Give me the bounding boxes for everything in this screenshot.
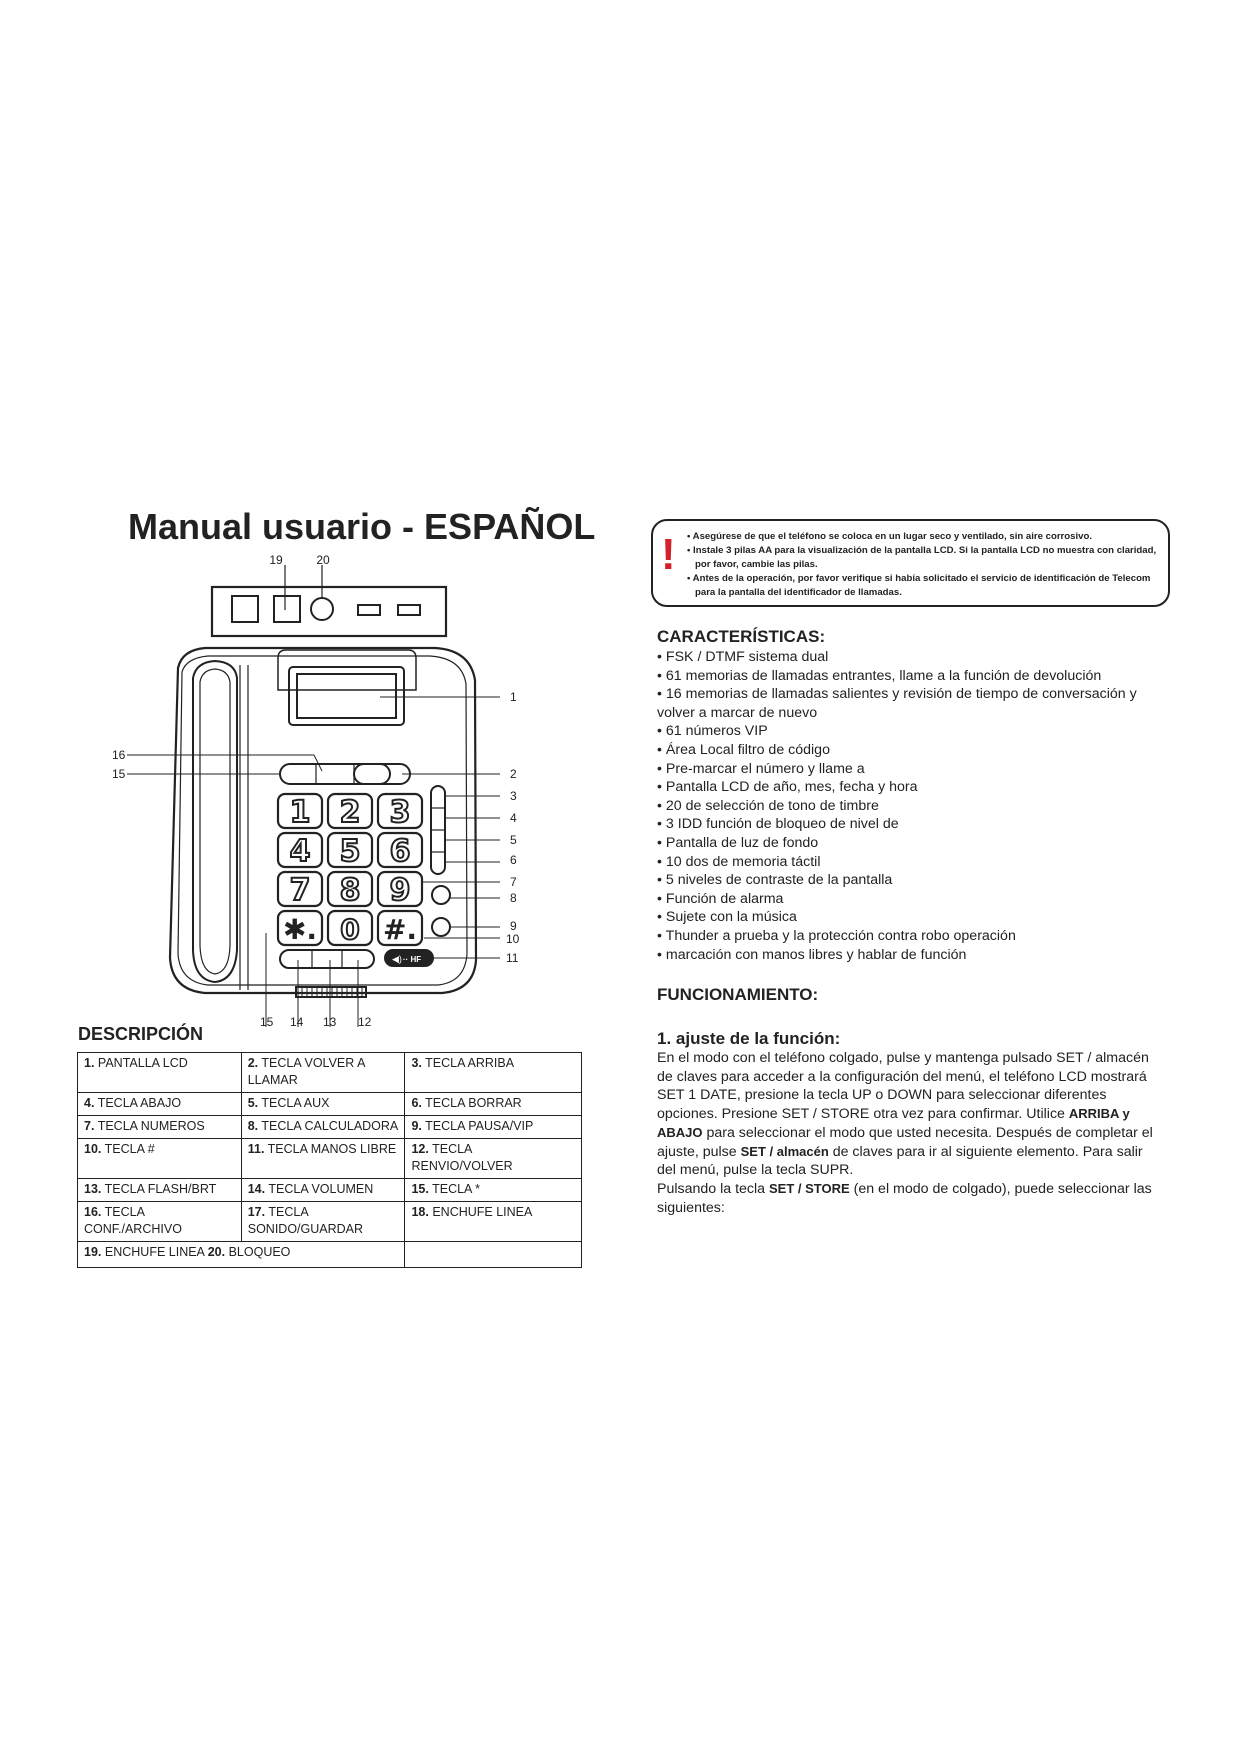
table-cell bbox=[241, 1139, 405, 1179]
key-9-label: 9 bbox=[389, 873, 411, 908]
part-label: TECLA CONF./ARCHIVO bbox=[84, 1205, 182, 1236]
callout-12: 12 bbox=[358, 1015, 372, 1029]
table-row bbox=[78, 1093, 582, 1116]
lcd-frame bbox=[289, 667, 404, 725]
part-label: TECLA FLASH/BRT bbox=[104, 1182, 217, 1196]
bottom-buttons bbox=[280, 950, 374, 968]
table-cell bbox=[78, 1202, 242, 1242]
part-label: TECLA NUMEROS bbox=[97, 1119, 205, 1133]
part-label: TECLA AUX bbox=[261, 1096, 330, 1110]
table-cell bbox=[78, 1242, 405, 1268]
calculator-button bbox=[432, 886, 450, 904]
slot-2 bbox=[398, 605, 420, 615]
pause-vip-button bbox=[432, 918, 450, 936]
part-number: 20. bbox=[207, 1245, 226, 1259]
part-number: 13. bbox=[84, 1182, 102, 1196]
warning-list bbox=[687, 530, 1158, 600]
part-label: TECLA CALCULADORA bbox=[261, 1119, 399, 1133]
part-label: TECLA RENVIO/VOLVER bbox=[411, 1142, 513, 1173]
title-language: ESPAÑOL bbox=[424, 506, 596, 547]
description-heading: DESCRIPCIÓN bbox=[78, 1024, 204, 1044]
line-jack-19 bbox=[232, 596, 258, 622]
op-bold-3: SET / STORE bbox=[769, 1180, 850, 1196]
feature-item: • 61 números VIP bbox=[657, 722, 1167, 741]
table-cell bbox=[241, 1116, 405, 1139]
op-text-3: de claves para ir al siguiente elemento. Para salir del menú, pulse la tecla SUPR. bbox=[657, 1143, 1143, 1179]
table-row bbox=[78, 1139, 582, 1179]
features-heading: CARACTERÍSTICAS: bbox=[657, 627, 826, 646]
title-separator: - bbox=[392, 506, 425, 547]
callout-3: 3 bbox=[510, 789, 517, 803]
table-cell bbox=[78, 1116, 242, 1139]
part-label: TECLA * bbox=[432, 1182, 481, 1196]
callout-9: 9 bbox=[510, 919, 517, 933]
feature-item: • marcación con manos libres y hablar de función bbox=[657, 946, 1167, 965]
part-label: ENCHUFE LINEA bbox=[104, 1245, 205, 1259]
key-0-label: 0 bbox=[340, 913, 360, 946]
key-hash-label: #. bbox=[382, 913, 418, 946]
slot-1 bbox=[358, 605, 380, 615]
page-title bbox=[128, 506, 595, 548]
callout-20: 20 bbox=[316, 553, 330, 567]
part-label: TECLA ARRIBA bbox=[425, 1056, 515, 1070]
hf-label: ·· HF bbox=[402, 955, 422, 964]
part-number: 1. bbox=[84, 1056, 95, 1070]
part-number: 16. bbox=[84, 1205, 102, 1219]
part-label: TECLA ABAJO bbox=[97, 1096, 182, 1110]
callout-5: 5 bbox=[510, 833, 517, 847]
lcd-screen bbox=[297, 674, 396, 718]
callout-2: 2 bbox=[510, 767, 517, 781]
callout-11: 11 bbox=[506, 951, 519, 965]
callout-1: 1 bbox=[510, 690, 517, 704]
callout-14: 14 bbox=[290, 1015, 304, 1029]
phone-diagram bbox=[90, 550, 560, 1030]
op-bold-1: ARRIBA y ABAJO bbox=[657, 1106, 1130, 1140]
title-main: Manual usuario bbox=[128, 506, 393, 547]
table-cell bbox=[78, 1139, 242, 1179]
table-cell bbox=[405, 1139, 582, 1179]
part-label: TECLA VOLUMEN bbox=[268, 1182, 374, 1196]
callout-4: 4 bbox=[510, 811, 517, 825]
part-label: TECLA # bbox=[104, 1142, 155, 1156]
part-label: TECLA BORRAR bbox=[425, 1096, 522, 1110]
table-cell bbox=[405, 1202, 582, 1242]
callout-16: 15 bbox=[112, 767, 126, 781]
feature-item: • Pre-marcar el número y llame a bbox=[657, 760, 1167, 779]
callout-19: 19 bbox=[269, 553, 283, 567]
table-cell bbox=[405, 1093, 582, 1116]
part-number: 9. bbox=[411, 1119, 422, 1133]
key-5-label: 5 bbox=[339, 834, 361, 869]
table-cell bbox=[405, 1242, 582, 1268]
table-row bbox=[78, 1179, 582, 1202]
table-cell bbox=[78, 1093, 242, 1116]
feature-item: • Thunder a prueba y la protección contra robo operación bbox=[657, 927, 1167, 946]
table-cell bbox=[241, 1053, 405, 1093]
key-star-label: ✱. bbox=[282, 913, 318, 946]
part-number: 2. bbox=[247, 1056, 259, 1070]
feature-item: • Pantalla de luz de fondo bbox=[657, 834, 1167, 853]
table-cell bbox=[241, 1179, 405, 1202]
part-number: 6. bbox=[411, 1096, 422, 1110]
op-bold-2: SET / almacén bbox=[740, 1143, 829, 1159]
part-number: 17. bbox=[247, 1205, 266, 1219]
op-text-1: En el modo con el teléfono colgado, pulse y mantenga pulsado SET / almacén de claves para acceder a la configuración del menú, el teléfono LCD mostrará SET 1 DATE, presione la tecla UP o DOWN para seleccionar diferentes opciones. Presione SET / STORE otra vez para confirmar. Utilice bbox=[657, 1050, 1149, 1123]
part-number: 15. bbox=[411, 1182, 429, 1196]
callout-13: 13 bbox=[323, 1015, 337, 1029]
part-label: TECLA VOLVER A LLAMAR bbox=[247, 1056, 365, 1087]
part-number: 3. bbox=[411, 1056, 422, 1070]
parts-table bbox=[77, 1052, 582, 1268]
table-row bbox=[78, 1202, 582, 1242]
feature-item: • Función de alarma bbox=[657, 890, 1167, 909]
lock-switch bbox=[311, 598, 333, 620]
part-label: BLOQUEO bbox=[228, 1245, 291, 1259]
part-number: 5. bbox=[247, 1096, 259, 1110]
button-up-down bbox=[354, 764, 410, 784]
warning-item: • Asegúrese de que el teléfono se coloca en un lugar seco y ventilado, sin aire corrosivo. bbox=[687, 530, 1158, 544]
part-number: 4. bbox=[84, 1096, 95, 1110]
function-setting-heading: 1. ajuste de la función: bbox=[657, 1029, 841, 1048]
table-cell bbox=[241, 1202, 405, 1242]
part-label: TECLA PAUSA/VIP bbox=[425, 1119, 534, 1133]
callout-17: 16 bbox=[112, 748, 126, 762]
part-label: ENCHUFE LINEA bbox=[432, 1205, 533, 1219]
table-cell bbox=[78, 1179, 242, 1202]
feature-item: • Pantalla LCD de año, mes, fecha y hora bbox=[657, 778, 1167, 797]
part-number: 11. bbox=[247, 1142, 265, 1156]
features-list bbox=[657, 648, 1167, 964]
back-panel bbox=[212, 587, 446, 636]
callout-8: 8 bbox=[510, 891, 517, 905]
warning-item: • Instale 3 pilas AA para la visualización de la pantalla LCD. Si la pantalla LCD no muestra con claridad, por favor, cambie las pilas. bbox=[687, 544, 1158, 572]
part-label: TECLA SONIDO/GUARDAR bbox=[247, 1205, 364, 1236]
warning-icon: ! bbox=[661, 530, 676, 579]
table-row bbox=[78, 1116, 582, 1139]
key-4-label: 4 bbox=[289, 834, 311, 869]
part-number: 10. bbox=[84, 1142, 102, 1156]
button-redial bbox=[280, 764, 390, 784]
key-8-label: 8 bbox=[339, 873, 361, 908]
warning-box bbox=[651, 519, 1170, 607]
table-cell bbox=[241, 1093, 405, 1116]
callout-7: 7 bbox=[510, 875, 517, 889]
feature-item: • FSK / DTMF sistema dual bbox=[657, 648, 1167, 667]
part-label: TECLA MANOS LIBRE bbox=[267, 1142, 397, 1156]
part-number: 7. bbox=[84, 1119, 95, 1133]
feature-item: • 3 IDD función de bloqueo de nivel de bbox=[657, 815, 1167, 834]
part-label: PANTALLA LCD bbox=[97, 1056, 188, 1070]
key-7-label: 7 bbox=[289, 873, 311, 908]
feature-item: • 16 memorias de llamadas salientes y revisión de tiempo de conversación y volver a marcar de nuevo bbox=[657, 685, 1167, 722]
part-number: 18. bbox=[411, 1205, 429, 1219]
table-cell bbox=[405, 1053, 582, 1093]
table-cell bbox=[405, 1116, 582, 1139]
feature-item: • Sujete con la música bbox=[657, 908, 1167, 927]
part-number: 14. bbox=[247, 1182, 266, 1196]
op-text-2: para seleccionar el modo que usted necesita. Después de completar el ajuste, pulse bbox=[657, 1124, 1153, 1160]
key-1-label: 1 bbox=[289, 795, 311, 830]
key-6-label: 6 bbox=[389, 834, 411, 869]
table-row bbox=[78, 1053, 582, 1093]
operation-heading: FUNCIONAMIENTO: bbox=[657, 985, 819, 1004]
part-number: 12. bbox=[411, 1142, 429, 1156]
feature-item: • Área Local filtro de código bbox=[657, 741, 1167, 760]
feature-item: • 20 de selección de tono de timbre bbox=[657, 797, 1167, 816]
feature-item: • 5 niveles de contraste de la pantalla bbox=[657, 871, 1167, 890]
part-number: 8. bbox=[247, 1119, 259, 1133]
op-text-4: Pulsando la tecla bbox=[657, 1180, 769, 1197]
feature-item: • 61 memorias de llamadas entrantes, llame a la función de devolución bbox=[657, 667, 1167, 686]
table-cell bbox=[78, 1053, 242, 1093]
part-number: 19. bbox=[84, 1245, 102, 1259]
table-cell bbox=[405, 1179, 582, 1202]
key-3-label: 3 bbox=[389, 795, 411, 830]
feature-item: • 10 dos de memoria táctil bbox=[657, 853, 1167, 872]
key-2-label: 2 bbox=[339, 795, 361, 830]
speaker-icon: ◀) bbox=[392, 954, 402, 964]
callout-15: 15 bbox=[260, 1015, 274, 1029]
warning-item: • Antes de la operación, por favor verifique si había solicitado el servicio de identificación de Telecom para la pantalla del identificador de llamadas. bbox=[687, 572, 1158, 600]
table-row bbox=[78, 1242, 582, 1268]
function-setting-text bbox=[657, 1049, 1162, 1217]
callout-10: 10 bbox=[506, 932, 520, 946]
callout-6: 6 bbox=[510, 853, 517, 867]
op-text-5: (en el modo de colgado), puede seleccionar las siguientes: bbox=[657, 1180, 1152, 1216]
line-jack-18 bbox=[274, 596, 300, 622]
